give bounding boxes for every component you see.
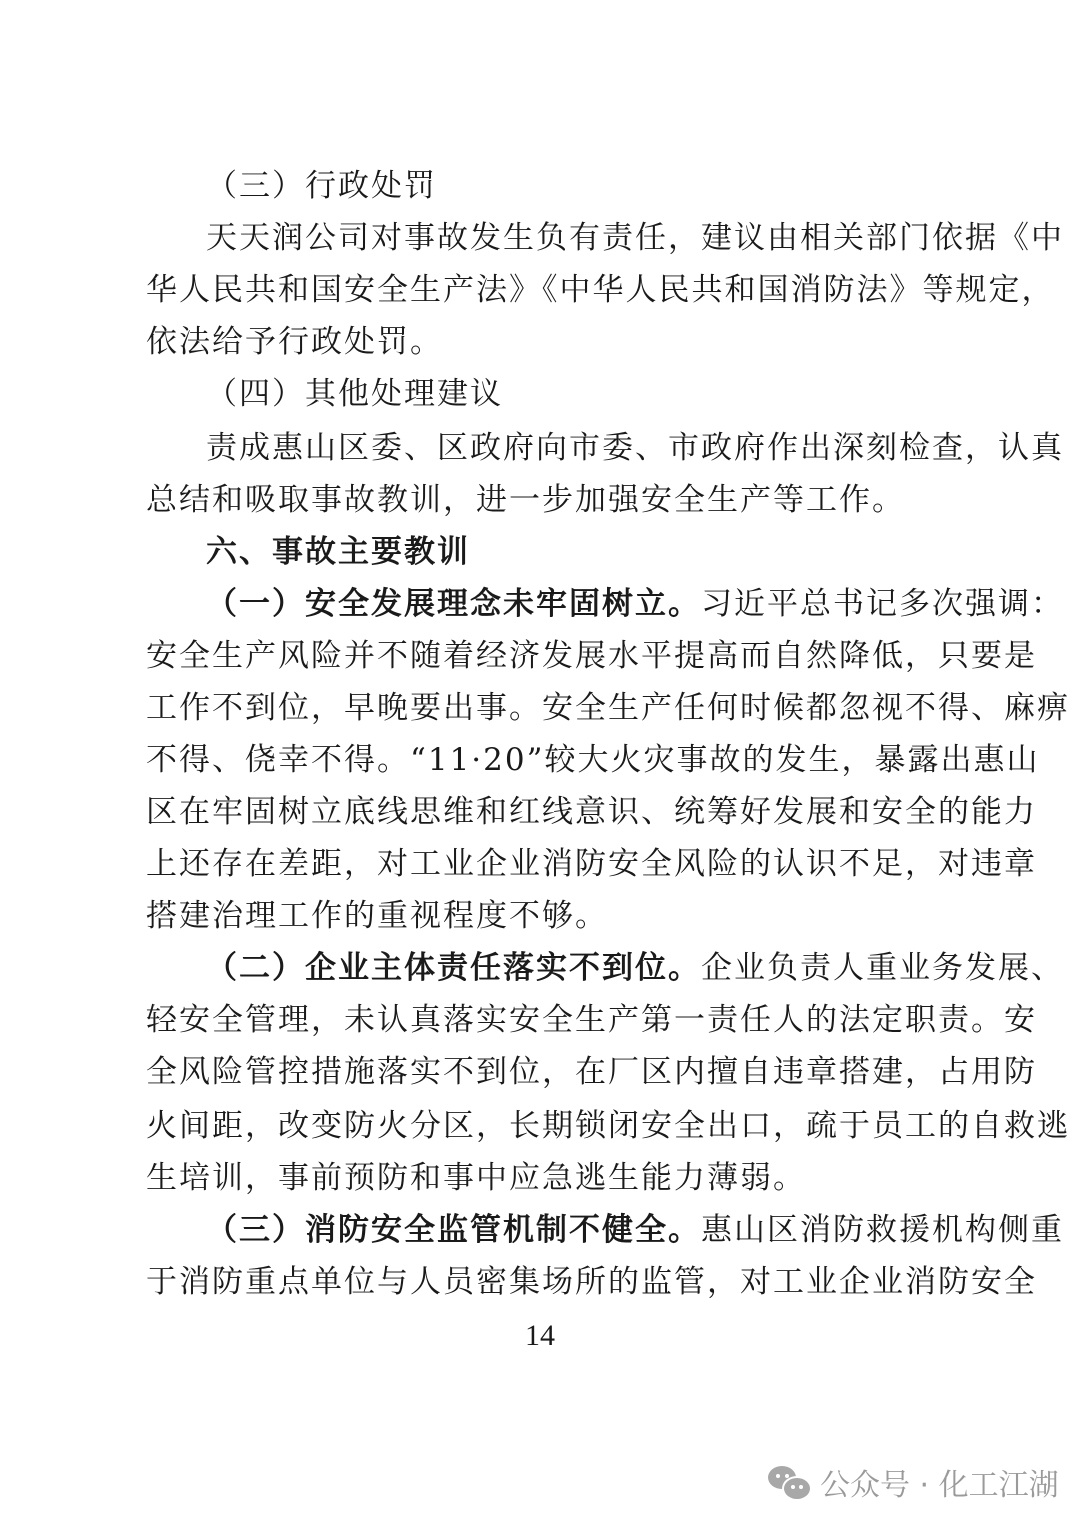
paragraph-line: （二）企业主体责任落实不到位。企业负责人重业务发展、 [206, 950, 1064, 986]
paragraph-line: 于消防重点单位与人员密集场所的监管，对工业企业消防安全 [146, 1264, 1037, 1300]
paragraph-line: 全风险管控措施落实不到位，在厂区内擅自违章搭建，占用防 [146, 1054, 1037, 1090]
paragraph-line: 天天润公司对事故发生负有责任，建议由相关部门依据《中 [206, 220, 1064, 256]
paragraph-line: 不得、侥幸不得。“11·20”较大火灾事故的发生，暴露出惠山 [146, 742, 1040, 778]
lesson-heading: （一）安全发展理念未牢固树立。 [206, 586, 701, 622]
lesson-heading: （三）消防安全监管机制不健全。 [206, 1212, 701, 1248]
watermark-text: 公众号 · 化工江湖 [820, 1468, 1059, 1503]
lesson-heading: （二）企业主体责任落实不到位。 [206, 950, 701, 986]
section-heading: 六、事故主要教训 [206, 534, 470, 570]
wechat-watermark [768, 1460, 1059, 1504]
subsection-heading: （四）其他处理建议 [206, 376, 503, 412]
wechat-icon [768, 1464, 812, 1500]
subsection-heading: （三）行政处罚 [206, 168, 437, 204]
paragraph-line: 轻安全管理，未认真落实安全生产第一责任人的法定职责。安 [146, 1002, 1037, 1038]
paragraph-line: 责成惠山区委、区政府向市委、市政府作出深刻检查，认真 [206, 430, 1064, 466]
paragraph-line: 工作不到位，早晚要出事。安全生产任何时候都忽视不得、麻痹 [146, 690, 1070, 726]
paragraph-line: （一）安全发展理念未牢固树立。习近平总书记多次强调： [206, 586, 1064, 622]
paragraph-line: 火间距，改变防火分区，长期锁闭安全出口，疏于员工的自救逃 [146, 1108, 1070, 1144]
paragraph-line: 搭建治理工作的重视程度不够。 [146, 898, 608, 934]
page-number: 14 [525, 1319, 555, 1352]
paragraph-line: 依法给予行政处罚。 [146, 324, 443, 360]
paragraph-line: 区在牢固树立底线思维和红线意识、统筹好发展和安全的能力 [146, 794, 1037, 830]
paragraph-line: 华人民共和国安全生产法》《中华人民共和国消防法》等规定， [146, 272, 1055, 308]
paragraph-line: 上还存在差距，对工业企业消防安全风险的认识不足，对违章 [146, 846, 1037, 882]
paragraph-line: 总结和吸取事故教训，进一步加强安全生产等工作。 [146, 482, 905, 518]
paragraph-line: （三）消防安全监管机制不健全。惠山区消防救援机构侧重 [206, 1212, 1064, 1248]
paragraph-line: 生培训，事前预防和事中应急逃生能力薄弱。 [146, 1160, 806, 1196]
paragraph-line: 安全生产风险并不随着经济发展水平提高而自然降低，只要是 [146, 638, 1037, 674]
